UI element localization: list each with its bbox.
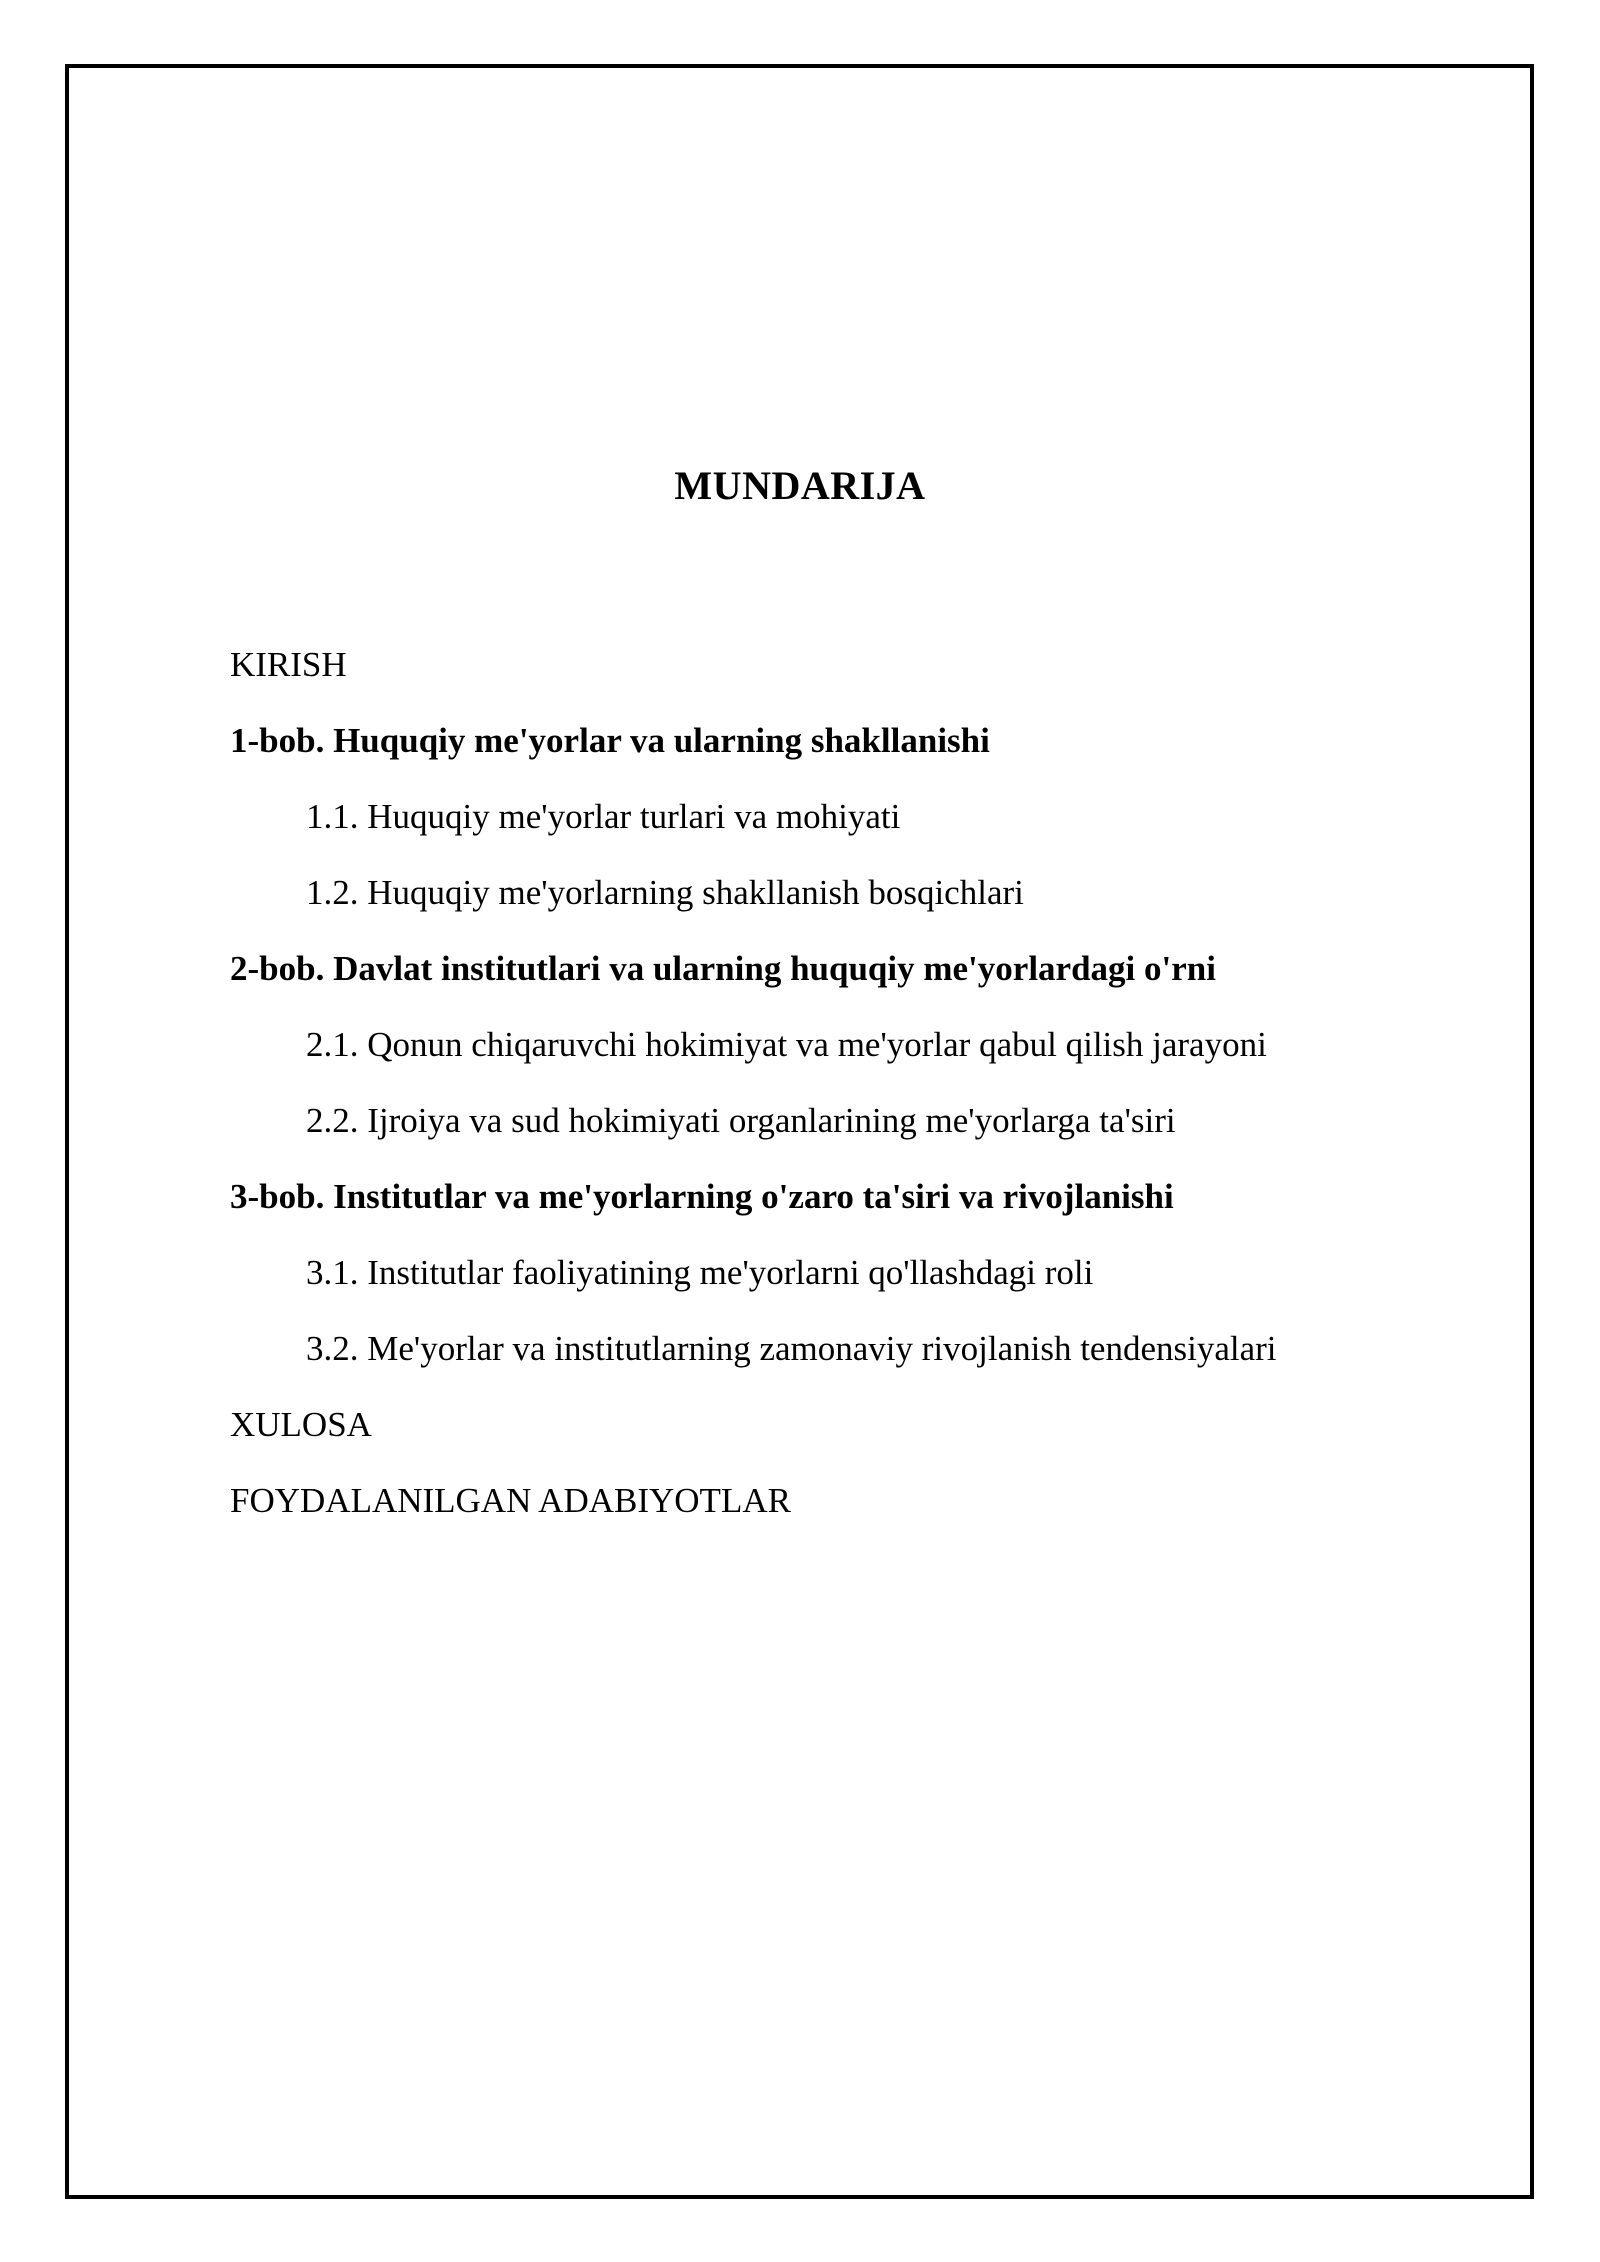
toc-entry-section-1-1: 1.1. Huquqiy me'yorlar turlari va mohiyati (306, 797, 901, 836)
toc-entry-introduction: KIRISH (230, 645, 347, 684)
toc-entry-references: FOYDALANILGAN ADABIYOTLAR (230, 1481, 791, 1520)
toc-entry-section-1-2: 1.2. Huquqiy me'yorlarning shakllanish bosqichlari (306, 873, 1024, 912)
toc-entry-section-3-1: 3.1. Institutlar faoliyatining me'yorlarni qo'llashdagi roli (306, 1253, 1094, 1292)
toc-entry-section-2-2: 2.2. Ijroiya va sud hokimiyati organlarining me'yorlarga ta'siri (306, 1101, 1176, 1140)
toc-entry-chapter-1: 1-bob. Huquqiy me'yorlar va ularning shakllanishi (230, 721, 990, 760)
page-title: MUNDARIJA (674, 463, 926, 508)
toc-entry-section-3-2: 3.2. Me'yorlar va institutlarning zamonaviy rivojlanish tendensiyalari (306, 1329, 1277, 1368)
toc-entry-conclusion: XULOSA (230, 1405, 372, 1444)
toc-entry-chapter-2: 2-bob. Davlat institutlari va ularning huquqiy me'yorlardagi o'rni (230, 949, 1216, 988)
toc-entry-section-2-1: 2.1. Qonun chiqaruvchi hokimiyat va me'yorlar qabul qilish jarayoni (306, 1025, 1267, 1064)
table-of-contents (230, 640, 1277, 1552)
toc-entry-chapter-3: 3-bob. Institutlar va me'yorlarning o'zaro ta'siri va rivojlanishi (230, 1177, 1174, 1216)
